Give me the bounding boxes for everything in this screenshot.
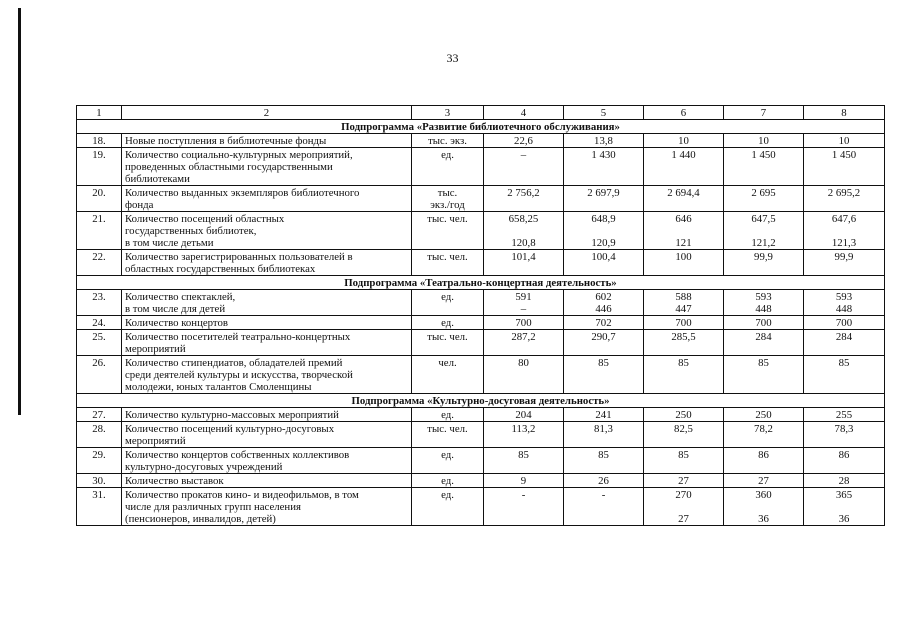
table-row [77, 186, 885, 212]
unit-line: чел. [438, 357, 457, 369]
value-cell [724, 290, 804, 316]
value-line: 120,9 [591, 237, 616, 249]
value-line: 80 [518, 357, 529, 369]
value-line: 270 [675, 489, 692, 501]
value-line [567, 225, 640, 237]
value-line: 100 [675, 251, 692, 263]
value-line: 700 [515, 317, 532, 329]
value-line: 85 [678, 357, 689, 369]
indicator-name [122, 186, 412, 212]
row-number: 18. [77, 134, 122, 148]
value-cell [644, 134, 724, 148]
unit [412, 330, 484, 356]
value-line: 250 [675, 409, 692, 421]
value-cell [724, 148, 804, 186]
value-line: 85 [838, 357, 850, 369]
value-line: 27 [758, 475, 769, 487]
value-line: 2 694,4 [667, 187, 700, 199]
value-line: 447 [675, 303, 692, 315]
value-cell [724, 330, 804, 356]
indicator-name-line: Количество посещений культурно-досуговых [125, 423, 335, 435]
unit-line: тыс. [437, 187, 458, 199]
column-header: 4 [484, 106, 564, 120]
value-cell [484, 290, 564, 316]
value-line: 36 [838, 513, 850, 525]
value-line: 250 [755, 409, 772, 421]
value-cell [484, 250, 564, 276]
value-line: - [521, 489, 526, 501]
value-line: 602 [595, 291, 612, 303]
value-cell [644, 448, 724, 474]
value-line: 10 [758, 135, 769, 147]
unit-line: ед. [441, 475, 454, 487]
value-line [807, 225, 881, 237]
value-cell [804, 250, 885, 276]
value-cell [724, 422, 804, 448]
table-row [77, 250, 885, 276]
indicator-name-line: Количество концертов собственных коллективов [125, 449, 350, 461]
indicator-name [122, 134, 412, 148]
value-line: 648,9 [591, 213, 616, 225]
value-cell [644, 316, 724, 330]
value-cell [804, 148, 885, 186]
value-line: – [520, 149, 527, 161]
value-line: 1 450 [831, 149, 857, 161]
value-line: 448 [835, 303, 853, 315]
value-line: 700 [675, 317, 692, 329]
value-cell [644, 422, 724, 448]
row-number: 27. [77, 408, 122, 422]
table-row [77, 212, 885, 250]
value-line: 591 [515, 291, 532, 303]
unit-line: ед. [441, 317, 454, 329]
table-row [77, 422, 885, 448]
indicator-name-line: Количество прокатов кино- и видеофильмов, в том [125, 489, 359, 501]
indicator-name-line: Количество культурно-массовых мероприятий [125, 409, 339, 421]
value-cell [724, 212, 804, 250]
value-line: 101,4 [511, 251, 536, 263]
value-line: 1 430 [591, 149, 616, 161]
value-line: 284 [755, 331, 772, 343]
value-line: 2 756,2 [507, 187, 540, 199]
value-line: 700 [835, 317, 853, 329]
indicator-name [122, 148, 412, 186]
value-cell [564, 422, 644, 448]
value-cell [564, 356, 644, 394]
table-row [77, 330, 885, 356]
value-line: 86 [758, 449, 769, 461]
value-cell [644, 290, 724, 316]
value-cell [484, 422, 564, 448]
value-cell [804, 186, 885, 212]
value-cell [484, 448, 564, 474]
value-cell [724, 186, 804, 212]
table-row [77, 134, 885, 148]
value-line: 702 [595, 317, 612, 329]
indicator-name-line: Количество посещений областных [125, 213, 285, 225]
value-line [807, 501, 881, 513]
row-number: 29. [77, 448, 122, 474]
value-cell [484, 316, 564, 330]
row-number: 22. [77, 250, 122, 276]
value-line: 448 [755, 303, 772, 315]
section-title: Подпрограмма «Культурно-досуговая деятельность» [77, 394, 885, 408]
table-row [77, 356, 885, 394]
section-title: Подпрограмма «Театрально-концертная деятельность» [77, 276, 885, 290]
section-row [77, 276, 885, 290]
value-cell [644, 356, 724, 394]
value-cell [724, 134, 804, 148]
value-line: 85 [598, 357, 609, 369]
value-cell [804, 488, 885, 526]
indicator-name-line: Количество выданных экземпляров библиотечного [125, 187, 360, 199]
indicator-name [122, 408, 412, 422]
value-line: 588 [675, 291, 692, 303]
indicator-name-line: Количество стипендиатов, обладателей премий [125, 357, 343, 369]
value-line: 284 [835, 331, 853, 343]
unit-line: экз./год [430, 199, 465, 211]
row-number: 31. [77, 488, 122, 526]
indicator-name-line: Количество социально-культурных мероприятий, [125, 149, 353, 161]
unit [412, 212, 484, 250]
value-line [727, 501, 800, 513]
value-line: 85 [598, 449, 609, 461]
value-line: 85 [518, 449, 529, 461]
value-cell [484, 134, 564, 148]
column-header: 2 [122, 106, 412, 120]
unit [412, 186, 484, 212]
row-number: 26. [77, 356, 122, 394]
value-line: 113,2 [511, 423, 536, 435]
value-cell [564, 212, 644, 250]
unit [412, 134, 484, 148]
value-line: 646 [675, 213, 692, 225]
table-row [77, 290, 885, 316]
value-line: 26 [598, 475, 609, 487]
value-line: 121,2 [751, 237, 776, 249]
value-cell [564, 330, 644, 356]
unit [412, 408, 484, 422]
unit-line: тыс. чел. [427, 251, 468, 263]
indicator-name-line: государственных библиотек, [125, 225, 257, 237]
row-number: 21. [77, 212, 122, 250]
value-line: 2 697,9 [587, 187, 620, 199]
indicator-name-line: Количество концертов [125, 317, 228, 329]
value-line: – [520, 303, 527, 315]
value-cell [724, 316, 804, 330]
value-cell [484, 356, 564, 394]
indicator-name-line: фонда [125, 199, 154, 211]
value-cell [564, 186, 644, 212]
unit [412, 316, 484, 330]
value-cell [724, 356, 804, 394]
indicator-name-line: Количество зарегистрированных пользователей в [125, 251, 353, 263]
value-line: 647,6 [831, 213, 857, 225]
value-cell [724, 474, 804, 488]
unit [412, 148, 484, 186]
unit [412, 488, 484, 526]
margin-bar [18, 8, 21, 415]
value-cell [804, 474, 885, 488]
value-cell [564, 408, 644, 422]
indicator-name-line: библиотеками [125, 173, 190, 185]
unit-line: ед. [441, 489, 454, 501]
value-line: 658,25 [508, 213, 539, 225]
value-cell [564, 134, 644, 148]
value-line: 82,5 [674, 423, 693, 435]
value-cell [644, 250, 724, 276]
column-header: 7 [724, 106, 804, 120]
value-line [647, 501, 720, 513]
table-row [77, 488, 885, 526]
value-cell [804, 448, 885, 474]
value-line: 360 [755, 489, 772, 501]
indicator-name-line: Количество выставок [125, 475, 224, 487]
value-line: 121,3 [831, 237, 857, 249]
value-cell [804, 356, 885, 394]
indicator-name-line: проведенных областными государственными [125, 161, 333, 173]
value-cell [644, 186, 724, 212]
value-cell [804, 316, 885, 330]
unit [412, 250, 484, 276]
row-number: 19. [77, 148, 122, 186]
value-cell [804, 422, 885, 448]
table-row [77, 148, 885, 186]
value-cell [724, 448, 804, 474]
column-header: 1 [77, 106, 122, 120]
unit [412, 356, 484, 394]
indicator-name [122, 356, 412, 394]
value-line: 593 [755, 291, 772, 303]
value-line: 2 695 [751, 187, 776, 199]
value-cell [644, 488, 724, 526]
value-line: 700 [755, 317, 772, 329]
row-number: 23. [77, 290, 122, 316]
value-cell [484, 330, 564, 356]
unit-line: тыс. экз. [428, 135, 467, 147]
column-header: 5 [564, 106, 644, 120]
column-header: 8 [804, 106, 885, 120]
value-cell [724, 250, 804, 276]
value-line: 121 [675, 237, 692, 249]
value-line: 78,3 [834, 423, 854, 435]
indicator-name-line: Количество спектаклей, [125, 291, 236, 303]
value-cell [564, 448, 644, 474]
value-line: 78,2 [754, 423, 773, 435]
value-line: 10 [678, 135, 689, 147]
unit-line: ед. [441, 409, 454, 421]
indicator-name-line: мероприятий [125, 435, 186, 447]
value-cell [564, 474, 644, 488]
value-line: 13,8 [594, 135, 613, 147]
indicator-name [122, 316, 412, 330]
value-cell [644, 148, 724, 186]
row-number: 24. [77, 316, 122, 330]
value-line: 27 [678, 475, 689, 487]
indicator-name [122, 290, 412, 316]
section-row [77, 120, 885, 134]
indicator-name [122, 474, 412, 488]
value-line: 290,7 [591, 331, 616, 343]
value-cell [724, 408, 804, 422]
value-cell [564, 290, 644, 316]
value-line: 28 [838, 475, 850, 487]
value-cell [644, 474, 724, 488]
indicator-name-line: в том числе для детей [125, 303, 226, 315]
unit-line: тыс. чел. [427, 213, 468, 225]
unit [412, 290, 484, 316]
unit-line: ед. [441, 449, 454, 461]
value-line: 27 [678, 513, 689, 525]
row-number: 25. [77, 330, 122, 356]
value-line: 36 [758, 513, 769, 525]
unit-line: тыс. чел. [427, 331, 468, 343]
value-line: 255 [835, 409, 853, 421]
unit-line: тыс. чел. [427, 423, 468, 435]
unit [412, 474, 484, 488]
indicators-table [76, 105, 885, 526]
value-line: 99,9 [754, 251, 773, 263]
indicator-name [122, 330, 412, 356]
value-line: 10 [838, 135, 850, 147]
value-cell [484, 148, 564, 186]
value-cell [724, 488, 804, 526]
value-cell [484, 408, 564, 422]
value-line [647, 225, 720, 237]
column-header: 6 [644, 106, 724, 120]
value-line: 99,9 [834, 251, 854, 263]
value-line: 287,2 [511, 331, 536, 343]
value-line: - [601, 489, 606, 501]
section-row [77, 394, 885, 408]
value-line: 204 [515, 409, 532, 421]
section-title: Подпрограмма «Развитие библиотечного обслуживания» [77, 120, 885, 134]
indicator-name-line: в том числе детьми [125, 237, 214, 249]
value-line: 81,3 [594, 423, 613, 435]
indicator-name-line: мероприятий [125, 343, 186, 355]
value-cell [484, 212, 564, 250]
indicator-name-line: культурно-досуговых учреждений [125, 461, 283, 473]
value-line [487, 225, 560, 237]
row-number: 20. [77, 186, 122, 212]
page-number: 33 [446, 51, 459, 65]
header-row [77, 106, 885, 120]
indicator-name [122, 250, 412, 276]
unit-line: ед. [441, 149, 454, 161]
value-line: 85 [758, 357, 769, 369]
value-cell [484, 474, 564, 488]
value-line: 9 [520, 475, 527, 487]
indicator-name-line: областных государственных библиотеках [125, 263, 316, 275]
indicator-name-line: Новые поступления в библиотечные фонды [125, 135, 327, 147]
value-cell [804, 212, 885, 250]
value-line: 100,4 [591, 251, 616, 263]
value-cell [564, 148, 644, 186]
value-line: 1 440 [671, 149, 696, 161]
value-line: 241 [595, 409, 612, 421]
value-cell [644, 408, 724, 422]
unit [412, 448, 484, 474]
indicator-name-line: числе для различных групп населения [125, 501, 301, 513]
value-cell [804, 290, 885, 316]
table-row [77, 474, 885, 488]
value-cell [804, 408, 885, 422]
value-line: 446 [595, 303, 612, 315]
indicator-name-line: Количество посетителей театрально-концертных [125, 331, 351, 343]
indicator-name-line: (пенсионеров, инвалидов, детей) [125, 513, 276, 525]
row-number: 30. [77, 474, 122, 488]
indicator-name [122, 422, 412, 448]
value-line [727, 225, 800, 237]
table-row [77, 408, 885, 422]
indicator-name [122, 448, 412, 474]
value-line: 86 [838, 449, 850, 461]
value-cell [484, 186, 564, 212]
value-cell [564, 250, 644, 276]
row-number: 28. [77, 422, 122, 448]
value-cell [484, 488, 564, 526]
value-line: 2 695,2 [827, 187, 861, 199]
value-line: 22,6 [514, 135, 533, 147]
value-line: 285,5 [671, 331, 696, 343]
value-cell [804, 134, 885, 148]
value-line: 365 [835, 489, 853, 501]
indicator-name [122, 212, 412, 250]
value-line: 85 [678, 449, 689, 461]
value-line: 647,5 [751, 213, 776, 225]
indicator-name [122, 488, 412, 526]
value-cell [644, 212, 724, 250]
value-cell [644, 330, 724, 356]
value-line: 120,8 [511, 237, 536, 249]
unit [412, 422, 484, 448]
indicator-name-line: молодежи, юных талантов Смоленщины [125, 381, 312, 393]
value-line: 593 [835, 291, 853, 303]
value-line: 1 450 [751, 149, 776, 161]
value-cell [564, 316, 644, 330]
table-row [77, 448, 885, 474]
column-header: 3 [412, 106, 484, 120]
value-cell [804, 330, 885, 356]
unit-line: ед. [441, 291, 454, 303]
indicator-name-line: среди деятелей культуры и искусства, творческой [125, 369, 353, 381]
value-cell [564, 488, 644, 526]
table-row [77, 316, 885, 330]
